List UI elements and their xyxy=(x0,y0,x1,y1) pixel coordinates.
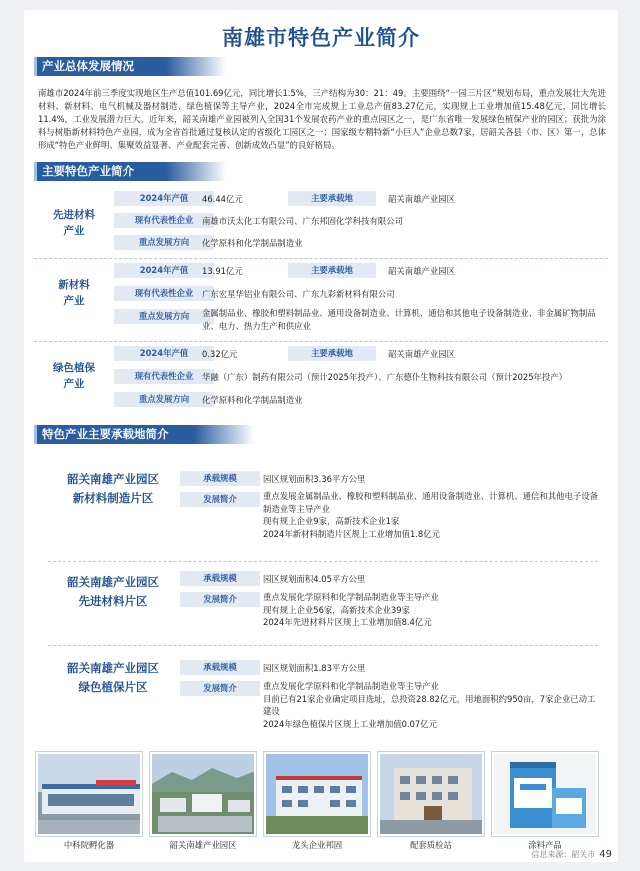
output-label: 2024年产值 xyxy=(114,191,214,206)
photo-caption: 龙头企业邦固 xyxy=(291,840,343,850)
focus-value: 金属制品业、橡胶和塑料制品业、通用设备制造业、计算机、通信和其他电子设备制造业、非金属矿物制品业、电力、热力生产和供应业 xyxy=(202,308,596,331)
companies-label: 现有代表性企业 xyxy=(114,286,214,301)
page-title: 南雄市特色产业简介 xyxy=(222,26,420,50)
intro-label: 发展简介 xyxy=(180,492,260,507)
intro-text: 重点发展金属制品业、橡胶和塑料制品业、通用设备制造业、计算机、通信和其他电子设备制造业等主导产业 现有规上企业9家，高新技术企业1家 2024年新材料制造片区规上工业增加值1.8亿元 xyxy=(263,491,598,539)
companies-value: 广东宏星华铝业有限公司、广东九彩新材料有限公司 xyxy=(202,289,395,299)
parks-heading: 特色产业主要承载地简介 xyxy=(42,427,169,441)
carrier-value: 韶关南雄产业园区 xyxy=(388,266,455,276)
carrier-label: 主要承载地 xyxy=(288,191,376,206)
intro-text: 重点发展化学原料和化学制品制造业等主导产业 目前已有21家企业确定项目选址，总投资28.82亿元，用地面积约950亩，7家企业已动工建设 2024年绿色植保片区规上工业增加值0.07亿元 xyxy=(263,681,596,729)
focus-value: 化学原料和化学制品制造业 xyxy=(202,238,303,248)
companies-value: 华融（广东）制药有限公司（预计2025年投产）、广东德仆生物科技有限公司（预计2025年投产） xyxy=(202,372,568,382)
intro-label: 发展简介 xyxy=(180,681,260,696)
photo-quality-station xyxy=(378,752,484,836)
overview-heading-bar xyxy=(34,57,166,76)
output-value: 0.32亿元 xyxy=(202,349,238,359)
divider xyxy=(34,341,608,342)
output-value: 46.44亿元 xyxy=(202,194,243,204)
intro-text: 重点发展化学原料和化学制品制造业等主导产业 现有规上企业56家，高新技术企业39家 2024年先进材料片区规上工业增加值8.4亿元 xyxy=(263,592,439,627)
divider xyxy=(48,561,598,562)
companies-value: 南雄市沃太化工有限公司、广东邦固化学科技有限公司 xyxy=(202,216,403,226)
photo-leading-enterprise xyxy=(264,752,370,836)
photo-caption: 配套质检站 xyxy=(410,840,452,850)
companies-label: 现有代表性企业 xyxy=(114,213,214,228)
carrier-value: 韶关南雄产业园区 xyxy=(388,349,455,359)
photo-incubator xyxy=(36,752,142,836)
park-name: 韶关南雄产业园区 新材料制造片区 xyxy=(67,472,159,505)
footer xyxy=(531,849,612,860)
overview-text: 南雄市2024年前三季度实现地区生产总值101.69亿元，同比增长1.5%，三产结构为30：21：49。主要围绕“一园三片区”规划布局，重点发展壮大先进材料、新材料、电气机械及器材制造、绿色植保等主导产业，2024全市完成规上工业总产值83.27亿元，实现规上工业增加值15.48亿元，同比增长11.4%，工业发展潜力巨大。近年来，韶关南雄产业园被列入全国31个发展农药产业的重点园区之一，是广东省唯一发展绿色植保产业的园区；获批为涂料与树脂新材料特色产业园，成为全省首批通过复核认定的省级化工园区之一；国家级专精特新“小巨人”企业总数7家，居韶关各县（市、区）第一，总体形成“特色产业鲜明、集聚效益显著、产业配套完善、创新成效凸显”的良好格局。 xyxy=(38,88,606,150)
scale-label: 承载规模 xyxy=(180,660,260,675)
scale-label: 承载规模 xyxy=(180,571,260,586)
industry-name: 先进材料 产业 xyxy=(53,209,95,237)
focus-label: 重点发展方向 xyxy=(114,235,214,250)
photo-paint-products xyxy=(492,752,598,836)
photo-caption: 中科院孵化器 xyxy=(63,840,115,850)
output-value: 13.91亿元 xyxy=(202,266,243,276)
divider xyxy=(48,645,598,646)
photo-industrial-park xyxy=(150,752,256,836)
industry-name: 绿色植保 产业 xyxy=(53,362,95,390)
focus-label: 重点发展方向 xyxy=(114,392,214,407)
page xyxy=(24,10,618,862)
carrier-label: 主要承载地 xyxy=(288,263,376,278)
park-name: 韶关南雄产业园区 先进材料片区 xyxy=(67,575,159,608)
scale-label: 承载规模 xyxy=(180,471,260,486)
carrier-value: 韶关南雄产业园区 xyxy=(388,194,455,204)
industry-name: 新材料 产业 xyxy=(58,279,90,307)
parks-heading-bar xyxy=(34,425,194,444)
intro-label: 发展简介 xyxy=(180,592,260,607)
source-text: 信息来源：韶关市 xyxy=(531,850,596,859)
scale-value: 园区规划面积4.05平方公里 xyxy=(263,574,366,584)
divider xyxy=(34,258,608,259)
industries-heading: 主要特色产业简介 xyxy=(42,164,134,178)
page-number: 49 xyxy=(599,849,612,860)
scale-value: 园区规划面积3.36平方公里 xyxy=(263,474,366,484)
output-label: 2024年产值 xyxy=(114,263,214,278)
focus-label: 重点发展方向 xyxy=(114,309,214,324)
scale-value: 园区规划面积1.83平方公里 xyxy=(263,663,366,673)
overview-heading: 产业总体发展情况 xyxy=(42,59,134,73)
output-label: 2024年产值 xyxy=(114,346,214,361)
focus-value: 化学原料和化学制品制造业 xyxy=(202,395,303,405)
industries-heading-bar xyxy=(34,162,166,181)
carrier-label: 主要承载地 xyxy=(288,346,376,361)
photo-caption: 韶关南雄产业园区 xyxy=(169,840,237,850)
photo-caption: 涂料产品 xyxy=(528,840,562,850)
park-name: 韶关南雄产业园区 绿色植保片区 xyxy=(67,661,159,694)
companies-label: 现有代表性企业 xyxy=(114,369,214,384)
